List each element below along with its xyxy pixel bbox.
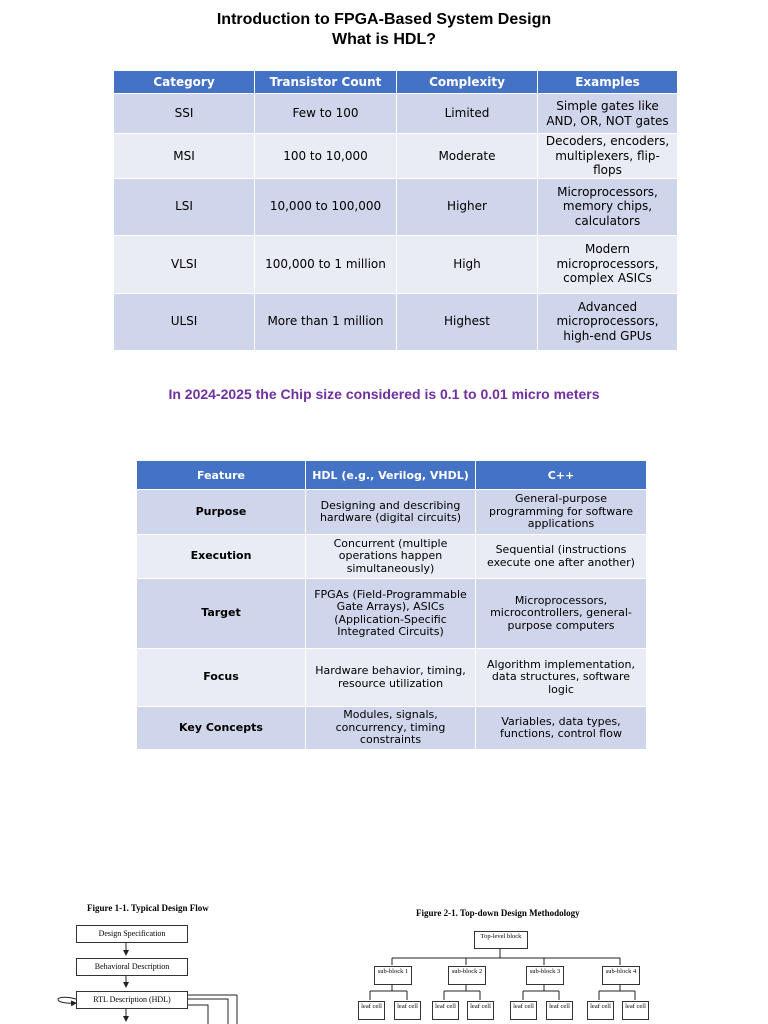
leaf-cell: leaf cell <box>394 1001 421 1020</box>
flow-box: Behavioral Description <box>76 958 188 976</box>
page-subtitle: What is HDL? <box>332 31 436 48</box>
table-row <box>114 134 678 179</box>
leaf-cell: leaf cell <box>546 1001 573 1020</box>
table-row <box>137 579 647 649</box>
table-row <box>114 293 678 350</box>
table-cell: Microprocessors, microcontrollers, general-purpose computers <box>476 579 647 649</box>
leaf-cell: leaf cell <box>622 1001 649 1020</box>
column-header: Category <box>114 71 255 94</box>
figure-caption: Figure 2-1. Top-down Design Methodology <box>416 908 580 918</box>
table-cell: Microprocessors, memory chips, calculators <box>538 178 678 235</box>
figure-caption: Figure 1-1. Typical Design Flow <box>87 903 209 913</box>
table-cell: Modules, signals, concurrency, timing constraints <box>306 707 476 750</box>
table-cell: VLSI <box>114 235 255 293</box>
integration-table <box>113 70 678 351</box>
table-cell: MSI <box>114 134 255 179</box>
table-cell: FPGAs (Field-Programmable Gate Arrays), ASICs (Application-Specific Integrated Circuits) <box>306 579 476 649</box>
column-header: C++ <box>476 461 647 490</box>
feature-cell: Execution <box>137 535 306 579</box>
table-cell: Limited <box>397 94 538 134</box>
table-row <box>114 94 678 134</box>
table-row <box>114 235 678 293</box>
table-cell: Concurrent (multiple operations happen simultaneously) <box>306 535 476 579</box>
table-cell: High <box>397 235 538 293</box>
table-cell: Few to 100 <box>255 94 397 134</box>
sub-block: sub-block 1 <box>374 966 412 985</box>
feature-cell: Purpose <box>137 490 306 535</box>
column-header: Examples <box>538 71 678 94</box>
table-cell: Hardware behavior, timing, resource utilization <box>306 649 476 707</box>
sub-block: sub-block 2 <box>448 966 486 985</box>
sub-block: sub-block 3 <box>526 966 564 985</box>
column-header: Feature <box>137 461 306 490</box>
table-cell: General-purpose programming for software applications <box>476 490 647 535</box>
table-cell: LSI <box>114 178 255 235</box>
feature-cell: Key Concepts <box>137 707 306 750</box>
table-header-row <box>137 461 647 490</box>
table-cell: Algorithm implementation, data structures, software logic <box>476 649 647 707</box>
table-cell: Decoders, encoders, multiplexers, flip-flops <box>538 134 678 179</box>
leaf-cell: leaf cell <box>467 1001 494 1020</box>
table-cell: Variables, data types, functions, control flow <box>476 707 647 750</box>
design-flow-figure <box>40 895 250 1024</box>
leaf-cell: leaf cell <box>587 1001 614 1020</box>
table-cell: Designing and describing hardware (digital circuits) <box>306 490 476 535</box>
hdl-vs-cpp-table <box>136 460 647 750</box>
column-header: HDL (e.g., Verilog, VHDL) <box>306 461 476 490</box>
top-level-block: Top-level block <box>474 931 528 949</box>
table-cell: Higher <box>397 178 538 235</box>
table-row <box>137 535 647 579</box>
column-header: Transistor Count <box>255 71 397 94</box>
top-down-figure <box>352 903 652 1024</box>
leaf-cell: leaf cell <box>432 1001 459 1020</box>
chip-size-note: In 2024-2025 the Chip size considered is 0.1 to 0.01 micro meters <box>168 386 600 402</box>
table-row <box>137 490 647 535</box>
table-cell: 100,000 to 1 million <box>255 235 397 293</box>
table-cell: Highest <box>397 293 538 350</box>
table-cell: SSI <box>114 94 255 134</box>
table-row <box>114 178 678 235</box>
feature-cell: Target <box>137 579 306 649</box>
table-cell: Sequential (instructions execute one after another) <box>476 535 647 579</box>
table-cell: ULSI <box>114 293 255 350</box>
table-cell: More than 1 million <box>255 293 397 350</box>
table-cell: 100 to 10,000 <box>255 134 397 179</box>
feature-cell: Focus <box>137 649 306 707</box>
table-row <box>137 707 647 750</box>
leaf-cell: leaf cell <box>510 1001 537 1020</box>
page-title: Introduction to FPGA-Based System Design <box>216 11 552 28</box>
table-row <box>137 649 647 707</box>
table-cell: Modern microprocessors, complex ASICs <box>538 235 678 293</box>
column-header: Complexity <box>397 71 538 94</box>
table-cell: Advanced microprocessors, high-end GPUs <box>538 293 678 350</box>
table-cell: Simple gates like AND, OR, NOT gates <box>538 94 678 134</box>
table-cell: 10,000 to 100,000 <box>255 178 397 235</box>
table-header-row <box>114 71 678 94</box>
table-cell: Moderate <box>397 134 538 179</box>
sub-block: sub-block 4 <box>602 966 640 985</box>
leaf-cell: leaf cell <box>358 1001 385 1020</box>
flow-box: RTL Description (HDL) <box>76 991 188 1009</box>
flow-box: Design Specification <box>76 925 188 943</box>
